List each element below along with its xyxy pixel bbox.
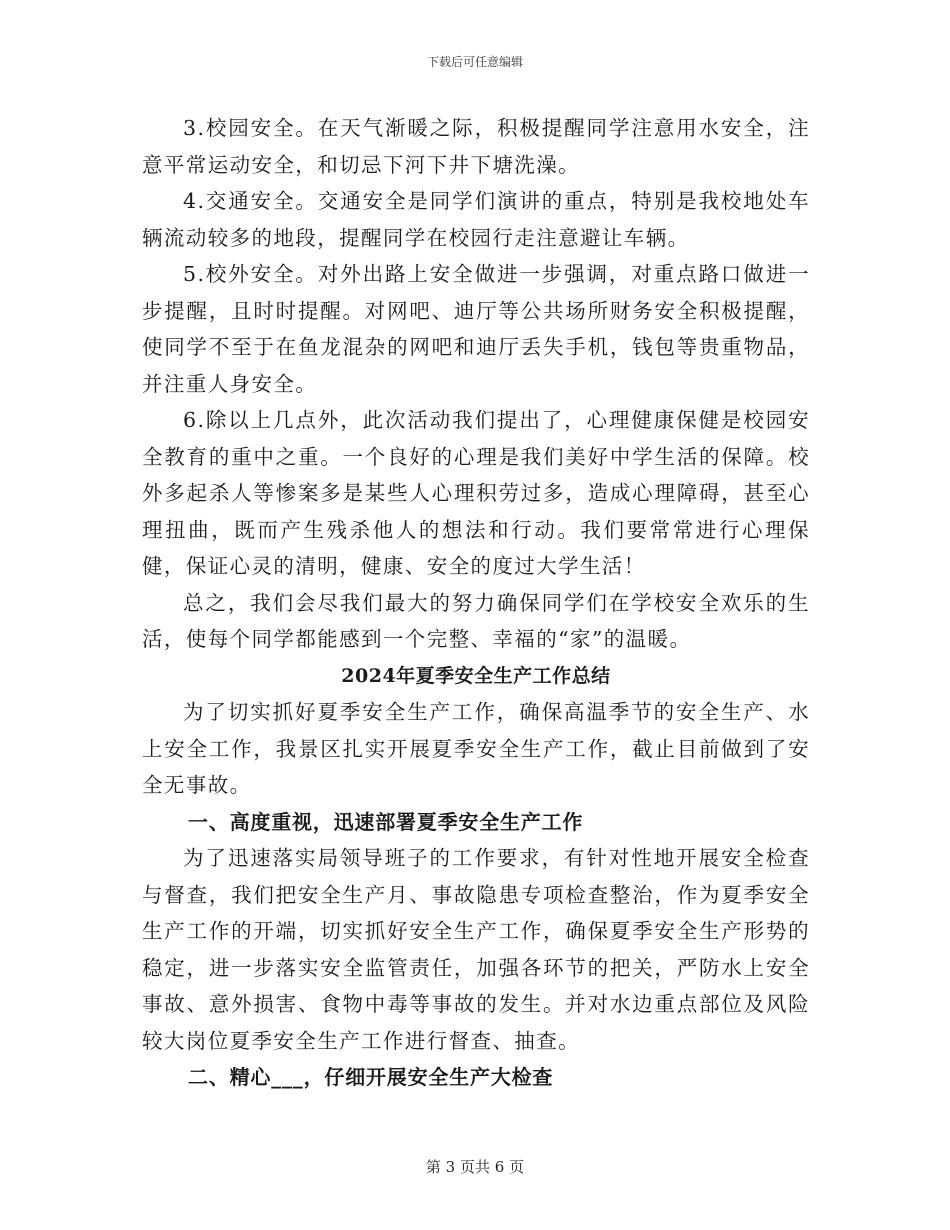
paragraph-mental-health: 6.除以上几点外，此次活动我们提出了，心理健康保健是校园安全教育的重中之重。一个良好的心理是我们美好中学生活的保障。校外多起杀人等惨案多是某些人心理积劳过多，造成心理障碍，甚至心理扭曲，既而产生残杀他人的想法和行动。我们要常常进行心理保健，保证心灵的清明，健康、安全的度过大学生活！ [142,408,810,578]
document-body [142,110,810,1096]
page-header: 下载后可任意编辑 [426,55,523,69]
section-heading-1: 一、高度重视，迅速部署夏季安全生产工作 [188,809,584,834]
paragraph-intro: 为了切实抓好夏季安全生产工作，确保高温季节的安全生产、水上安全工作，我景区扎实开展夏季安全生产工作，截止目前做到了安全无事故。 [142,700,810,797]
paragraph-offcampus-safety: 5.校外安全。对外出路上安全做进一步强调，对重点路口做进一步提醒，且时时提醒。对网吧、迪厅等公共场所财务安全积极提醒，使同学不至于在鱼龙混杂的网吧和迪厅丢失手机，钱包等贵重物品，并注重人身安全。 [142,262,810,396]
paragraph-traffic-safety: 4.交通安全。交通安全是同学们演讲的重点，特别是我校地处车辆流动较多的地段，提醒同学在校园行走注意避让车辆。 [142,189,810,250]
document-title: 2024年夏季安全生产工作总结 [341,664,611,687]
page-footer: 第 3 页共 6 页 [425,1158,525,1176]
paragraph-section-1: 为了迅速落实局领导班子的工作要求，有针对性地开展安全检查与督查，我们把安全生产月、事故隐患专项检查整治，作为夏季安全生产工作的开端，切实抓好安全生产工作，确保夏季安全生产形势的稳定，进一步落实安全监管责任，加强各环节的把关，严防水上安全事故、意外损害、食物中毒等事故的发生。并对水边重点部位及风险较大岗位夏季安全生产工作进行督查、抽查。 [142,846,810,1053]
section-heading-2: 二、精心___，仔细开展安全生产大检查 [188,1065,554,1089]
paragraph-conclusion: 总之，我们会尽我们最大的努力确保同学们在学校安全欢乐的生活，使每个同学都能感到一个完整、幸福的“家”的温暖。 [142,590,810,651]
paragraph-campus-safety: 3.校园安全。在天气渐暖之际，积极提醒同学注意用水安全，注意平常运动安全，和切忌下河下井下塘洗澡。 [142,116,810,177]
